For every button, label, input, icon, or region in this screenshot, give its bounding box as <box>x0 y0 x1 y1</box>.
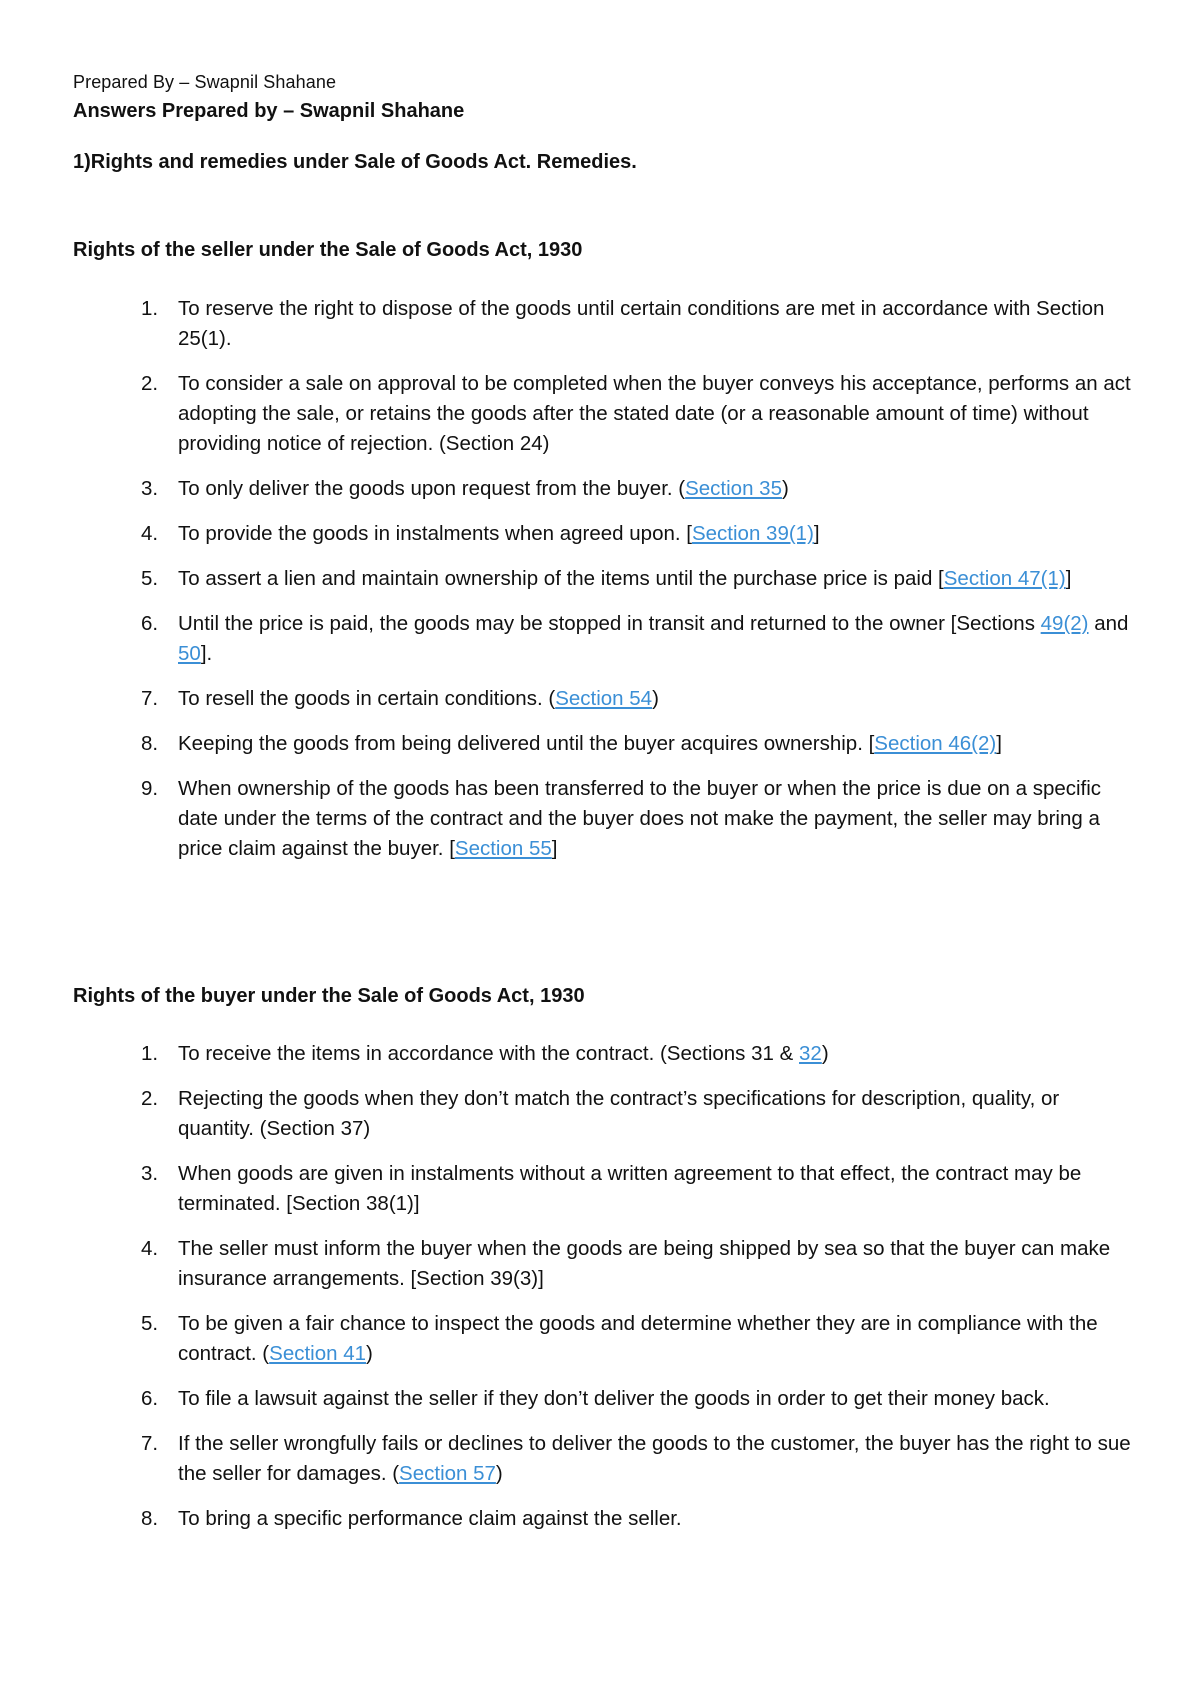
list-item-number: 8. <box>141 732 159 755</box>
list-item <box>0 474 1200 504</box>
list-item <box>0 519 1200 549</box>
list-item-text: If the seller wrongfully fails or declines to deliver the goods to the customer, the buyer has the right to sue the seller for damages. ( <box>178 1432 1131 1485</box>
list-item-text: ) <box>495 1462 503 1485</box>
section-reference-link[interactable]: Section 47(1) <box>943 567 1066 590</box>
list-item-number: 5. <box>141 567 159 590</box>
list-item-number: 3. <box>141 1162 159 1185</box>
section-reference-link[interactable]: 32 <box>799 1042 822 1065</box>
list-item-text: ) <box>821 1042 829 1065</box>
list-item-text: Until the price is paid, the goods may be stopped in transit and returned to the owner [Sections <box>178 612 1041 635</box>
list-item-number: 4. <box>141 522 159 545</box>
list-item-text: The seller must inform the buyer when the goods are being shipped by sea so that the buyer can make insurance arrangements. [Section 39(3)] <box>178 1237 1111 1290</box>
list-item-number: 1. <box>141 1042 159 1065</box>
list-item-text: ]. <box>200 642 213 665</box>
question-heading: 1)Rights and remedies under Sale of Goods Act. Remedies. <box>73 151 637 173</box>
section-reference-link[interactable]: Section 41 <box>269 1342 367 1365</box>
section-reference-link[interactable]: Section 39(1) <box>691 522 814 545</box>
list-item <box>0 1384 1200 1414</box>
list-item <box>0 564 1200 594</box>
list-item <box>0 1234 1200 1294</box>
list-item <box>0 369 1200 459</box>
list-item <box>0 684 1200 714</box>
list-item-text: ) <box>366 1342 373 1365</box>
section-reference-link[interactable]: 50 <box>178 642 201 665</box>
list-item <box>0 1504 1200 1534</box>
section-reference-link[interactable]: Section 35 <box>685 477 782 500</box>
answers-title: Answers Prepared by – Swapnil Shahane <box>73 100 465 122</box>
list-item-text: ] <box>813 522 820 545</box>
section-reference-link[interactable]: Section 57 <box>399 1462 496 1485</box>
list-item <box>0 1039 1200 1069</box>
list-item-text: ) <box>781 477 789 500</box>
list-item-number: 7. <box>141 687 159 710</box>
list-item-number: 2. <box>141 372 159 395</box>
list-item-text: When ownership of the goods has been transferred to the buyer or when the price is due on a specific date under the terms of the contract and the buyer does not make the payment, the seller may bring a price claim against the buyer. [ <box>178 777 1102 860</box>
buyer-rights-heading: Rights of the buyer under the Sale of Goods Act, 1930 <box>73 985 585 1007</box>
list-item-number: 2. <box>141 1087 159 1110</box>
buyer-rights-list <box>0 1039 1200 1549</box>
list-item-text: Rejecting the goods when they don’t match the contract’s specifications for description, quality, or quantity. (Section 37) <box>178 1087 1060 1140</box>
list-item-text: ] <box>1065 567 1072 590</box>
list-item-number: 8. <box>141 1507 159 1530</box>
list-item <box>0 1309 1200 1369</box>
list-item-text: When goods are given in instalments without a written agreement to that effect, the contract may be terminated. [Section 38(1)] <box>178 1162 1082 1215</box>
list-item-number: 6. <box>141 1387 159 1410</box>
section-reference-link[interactable]: Section 55 <box>454 837 552 860</box>
list-item-text: To provide the goods in instalments when agreed upon. [ <box>178 522 692 545</box>
list-item-number: 6. <box>141 612 159 635</box>
list-item-number: 3. <box>141 477 159 500</box>
list-item <box>0 294 1200 354</box>
list-item <box>0 1429 1200 1489</box>
section-reference-link[interactable]: Section 46(2) <box>874 732 997 755</box>
seller-rights-heading: Rights of the seller under the Sale of Goods Act, 1930 <box>73 239 583 261</box>
list-item-number: 4. <box>141 1237 159 1260</box>
list-item-text: ] <box>996 732 1002 755</box>
list-item <box>0 1084 1200 1144</box>
list-item-text: To only deliver the goods upon request from the buyer. ( <box>178 477 686 500</box>
list-item-text: To receive the items in accordance with the contract. (Sections 31 & <box>178 1042 799 1065</box>
list-item-number: 5. <box>141 1312 159 1335</box>
list-item-text: ) <box>652 687 659 710</box>
section-reference-link[interactable]: 49(2) <box>1040 612 1089 635</box>
list-item-text: To consider a sale on approval to be completed when the buyer conveys his acceptance, performs an act adopting the sale, or retains the goods after the stated date (or a reasonable amount of time) without providing notice of rejection. (Section 24) <box>178 372 1131 455</box>
section-reference-link[interactable]: Section 54 <box>555 687 653 710</box>
prepared-by-line: Prepared By – Swapnil Shahane <box>73 72 337 92</box>
list-item-text: and <box>1088 612 1129 635</box>
list-item-text: To reserve the right to dispose of the goods until certain conditions are met in accordance with Section 25(1). <box>178 297 1105 350</box>
list-item-text: To bring a specific performance claim against the seller. <box>178 1507 682 1530</box>
list-item <box>0 729 1200 759</box>
list-item-text: To resell the goods in certain conditions. ( <box>178 687 556 710</box>
list-item-text: Keeping the goods from being delivered until the buyer acquires ownership. [ <box>178 732 875 755</box>
list-item-number: 9. <box>141 777 159 800</box>
list-item-text: To be given a fair chance to inspect the goods and determine whether they are in compliance with the contract. ( <box>178 1312 1098 1365</box>
list-item-text: To assert a lien and maintain ownership of the items until the purchase price is paid [ <box>178 567 944 590</box>
list-item-number: 1. <box>141 297 159 320</box>
list-item-text: To file a lawsuit against the seller if they don’t deliver the goods in order to get their money back. <box>178 1387 1050 1410</box>
seller-rights-list <box>0 294 1200 879</box>
list-item-text: ] <box>551 837 558 860</box>
list-item <box>0 609 1200 669</box>
list-item <box>0 1159 1200 1219</box>
list-item <box>0 774 1200 864</box>
list-item-number: 7. <box>141 1432 159 1455</box>
